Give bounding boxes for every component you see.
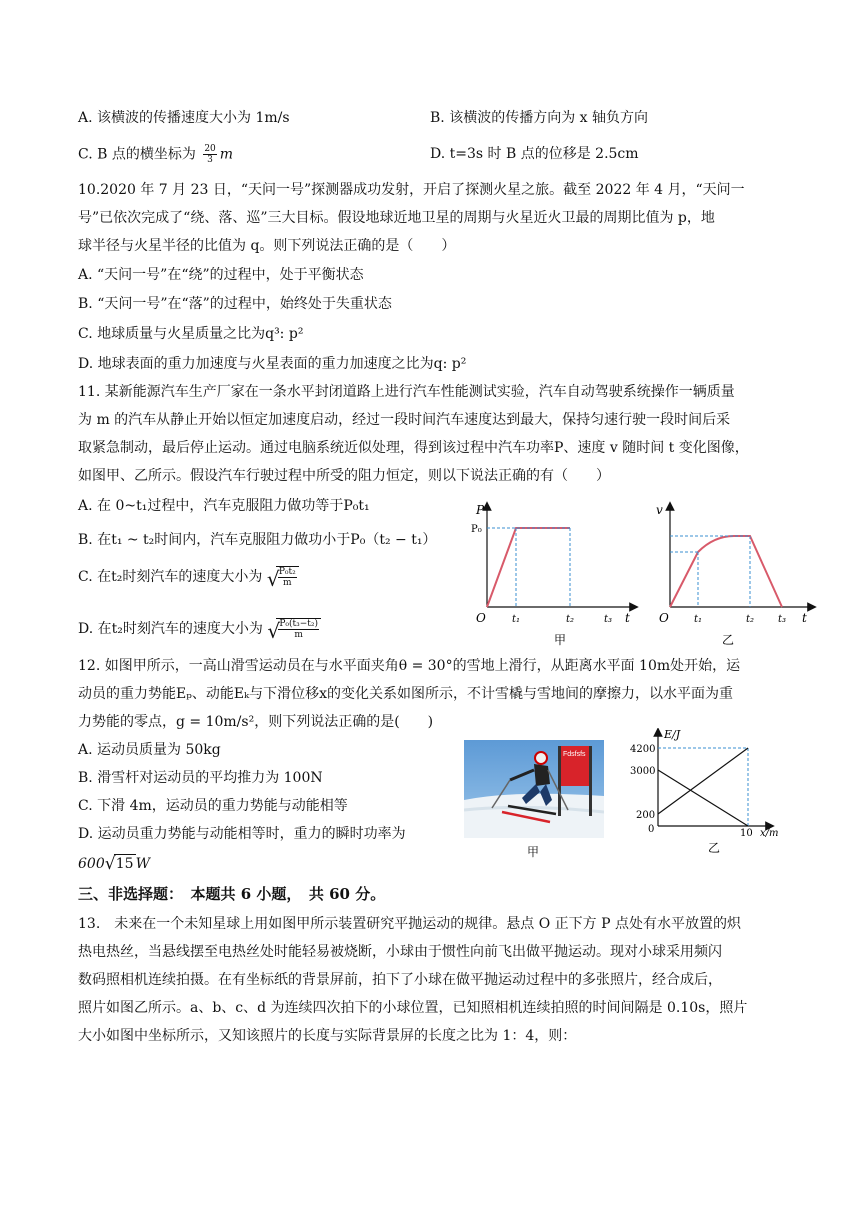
q12-stem-line3: 力势能的零点，g = 10m/s²，则下列说法正确的是( ): [78, 714, 434, 730]
q9-c-numerator: 20: [204, 144, 216, 154]
skier-photo: [464, 740, 604, 838]
fig1-caption: 甲: [554, 633, 567, 647]
fig3-caption: 乙: [708, 841, 721, 855]
q11-stem-line4: 如图甲、乙所示。假设汽车行驶过程中所受的阻力恒定，则以下说法正确的有（ ）: [78, 468, 610, 484]
q11-stem-line1: 11. 某新能源汽车生产厂家在一条水平封闭道路上进行汽车性能测试实验，汽车自动驾驶系统操作一辆质量: [78, 384, 735, 400]
q9-option-c: [78, 144, 233, 165]
fig3-x-10: 10: [740, 828, 753, 839]
q11-option-c: [78, 566, 299, 591]
q10-option-b: B. “天问一号”在“落”的过程中，始终处于失重状态: [78, 296, 392, 312]
fig3-ylabel: E/J: [664, 728, 681, 741]
q11-d-sqrt: √ $\frac{\text{P₀(t₃−t₂)}}{m}$: [267, 618, 321, 640]
q12-d-coefficient: 600: [78, 856, 105, 872]
q12-energy-displacement-graph: [630, 728, 790, 858]
q11-d-numerator: P₀(t₃−t₂): [279, 619, 319, 629]
fig2-t3: t₃: [778, 614, 787, 625]
photo-caption: 甲: [527, 845, 540, 859]
q11-option-a: A. 在 0~t₁过程中，汽车克服阻力做功等于P₀t₁: [78, 498, 370, 514]
q12-d-radicand: 15: [115, 856, 134, 872]
fig1-origin: O: [476, 611, 486, 625]
q12-stem-line2: 动员的重力势能Eₚ、动能Eₖ与下滑位移x的变化关系如图所示，不计雪橇与雪地间的摩擦力，以水平面为重: [78, 686, 734, 702]
fig1-t3: t₃: [604, 614, 613, 625]
q9-option-c-text: C. B 点的横坐标为: [78, 146, 196, 163]
q13-stem-line2: 热电热丝，当悬线摆至电热丝处时能轻易被烧断，小球由于惯性向前飞出做平抛运动。现对小球采用频闪: [78, 944, 722, 960]
q11-option-d: [78, 618, 321, 643]
q9-option-c-fraction: [203, 144, 216, 165]
q10-option-a: A. “天问一号”在“绕”的过程中，处于平衡状态: [78, 267, 364, 283]
q9-option-d: D. t=3s 时 B 点的位移是 2.5cm: [430, 146, 639, 162]
fig1-ylabel: P: [476, 503, 485, 517]
q9-option-b: B. 该横波的传播方向为 x 轴负方向: [430, 110, 648, 126]
q11-stem-line3: 取紧急制动，最后停止运动。通过电脑系统近似处理，得到该过程中汽车功率P、速度 v 随时间 t 变化图像，: [78, 440, 749, 456]
fig1-xlabel: t: [625, 611, 630, 625]
q12-stem-line1: 12. 如图甲所示，一高山滑雪运动员在与水平面夹角θ = 30°的雪地上滑行，从距离水平面 10m处开始，运: [78, 658, 741, 674]
q11-c-denominator: m: [282, 578, 292, 588]
fig2-t1: t₁: [694, 614, 703, 625]
fig1-t1: t₁: [512, 614, 521, 625]
q9-option-a: A. 该横波的传播速度大小为 1m/s: [78, 110, 290, 126]
q11-option-c-text: C. 在t₂时刻汽车的速度大小为: [78, 569, 263, 585]
q11-c-numerator: P₀t₂: [278, 567, 296, 577]
fig1-p0-label: P₀: [471, 524, 482, 535]
q11-velocity-time-graph: [652, 500, 822, 650]
q11-d-denominator: m: [294, 630, 303, 640]
section-three-heading: 三、非选择题： 本题共 6 小题， 共 60 分。: [78, 885, 386, 903]
q13-stem-line1: 13. 未来在一个未知星球上用如图甲所示装置研究平抛运动的规律。悬点 O 正下方 P 点处有水平放置的炽: [78, 916, 741, 932]
q11-option-d-text: D. 在t₂时刻汽车的速度大小为: [78, 621, 263, 637]
fig2-ylabel: v: [656, 503, 663, 517]
q9-c-denominator: 3: [207, 155, 213, 165]
q10-option-c: C. 地球质量与火星质量之比为q³: p²: [78, 326, 304, 342]
fig3-origin: 0: [648, 824, 655, 835]
fig3-y-3000: 3000: [630, 766, 656, 777]
q12-option-a: A. 运动员质量为 50kg: [78, 742, 221, 758]
q13-stem-line4: 照片如图乙所示。a、b、c、d 为连续四次拍下的小球位置，已知照相机连续拍照的时间间隔是 0.10s，照片: [78, 1000, 748, 1016]
q10-stem-line3: 球半径与火星半径的比值为 q。则下列说法正确的是（ ）: [78, 238, 456, 254]
fig3-xlabel: x/m: [760, 828, 779, 839]
q10-stem-line2: 号”已依次完成了“绕、落、巡”三大目标。假设地球近地卫星的周期与火星近火卫最的周期比值为 p，地: [78, 210, 715, 226]
q10-option-d: D. 地球表面的重力加速度与火星表面的重力加速度之比为q: p²: [78, 356, 467, 372]
q11-option-b: B. 在t₁ ~ t₂时间内，汽车克服阻力做功小于P₀（t₂ − t₁）: [78, 532, 437, 548]
fig2-caption: 乙: [722, 633, 735, 647]
q12-option-c: C. 下滑 4m，运动员的重力势能与动能相等: [78, 798, 348, 814]
fig2-origin: O: [659, 611, 669, 625]
fig2-t2: t₂: [746, 614, 755, 625]
q12-option-d-continued: [78, 854, 150, 874]
q13-stem-line5: 大小如图中坐标所示，又知该照片的长度与实际背景屏的长度之比为 1：4，则：: [78, 1028, 577, 1044]
q9-c-unit: m: [219, 146, 234, 163]
q13-stem-line3: 数码照相机连续拍摄。在有坐标纸的背景屏前，拍下了小球在做平抛运动过程中的多张照片，经合成后，: [78, 972, 722, 988]
q12-option-d: D. 运动员重力势能与动能相等时，重力的瞬时功率为: [78, 826, 406, 842]
q10-stem-line1: 10.2020 年 7 月 23 日，“天问一号”探测器成功发射，开启了探测火星之旅。截至 2022 年 4 月，“天问一: [78, 182, 745, 198]
q12-d-unit: W: [135, 856, 150, 872]
gate-flag-text: Fdsfsfs: [563, 751, 586, 758]
q11-power-time-graph: [466, 500, 646, 650]
q12-option-b: B. 滑雪杆对运动员的平均推力为 100N: [78, 770, 323, 786]
q11-c-sqrt: √ $\frac{\text{P₀t₂}}{m}$: [267, 566, 299, 588]
q11-stem-line2: 为 m 的汽车从静止开始以恒定加速度启动，经过一段时间汽车速度达到最大，保持匀速行驶一段时间后采: [78, 412, 731, 428]
fig2-xlabel: t: [802, 611, 807, 625]
fig3-y-4200: 4200: [630, 744, 656, 755]
fig1-t2: t₂: [566, 614, 575, 625]
q12-d-sqrt: √ 15: [104, 854, 134, 874]
fig3-y-200: 200: [636, 810, 656, 821]
